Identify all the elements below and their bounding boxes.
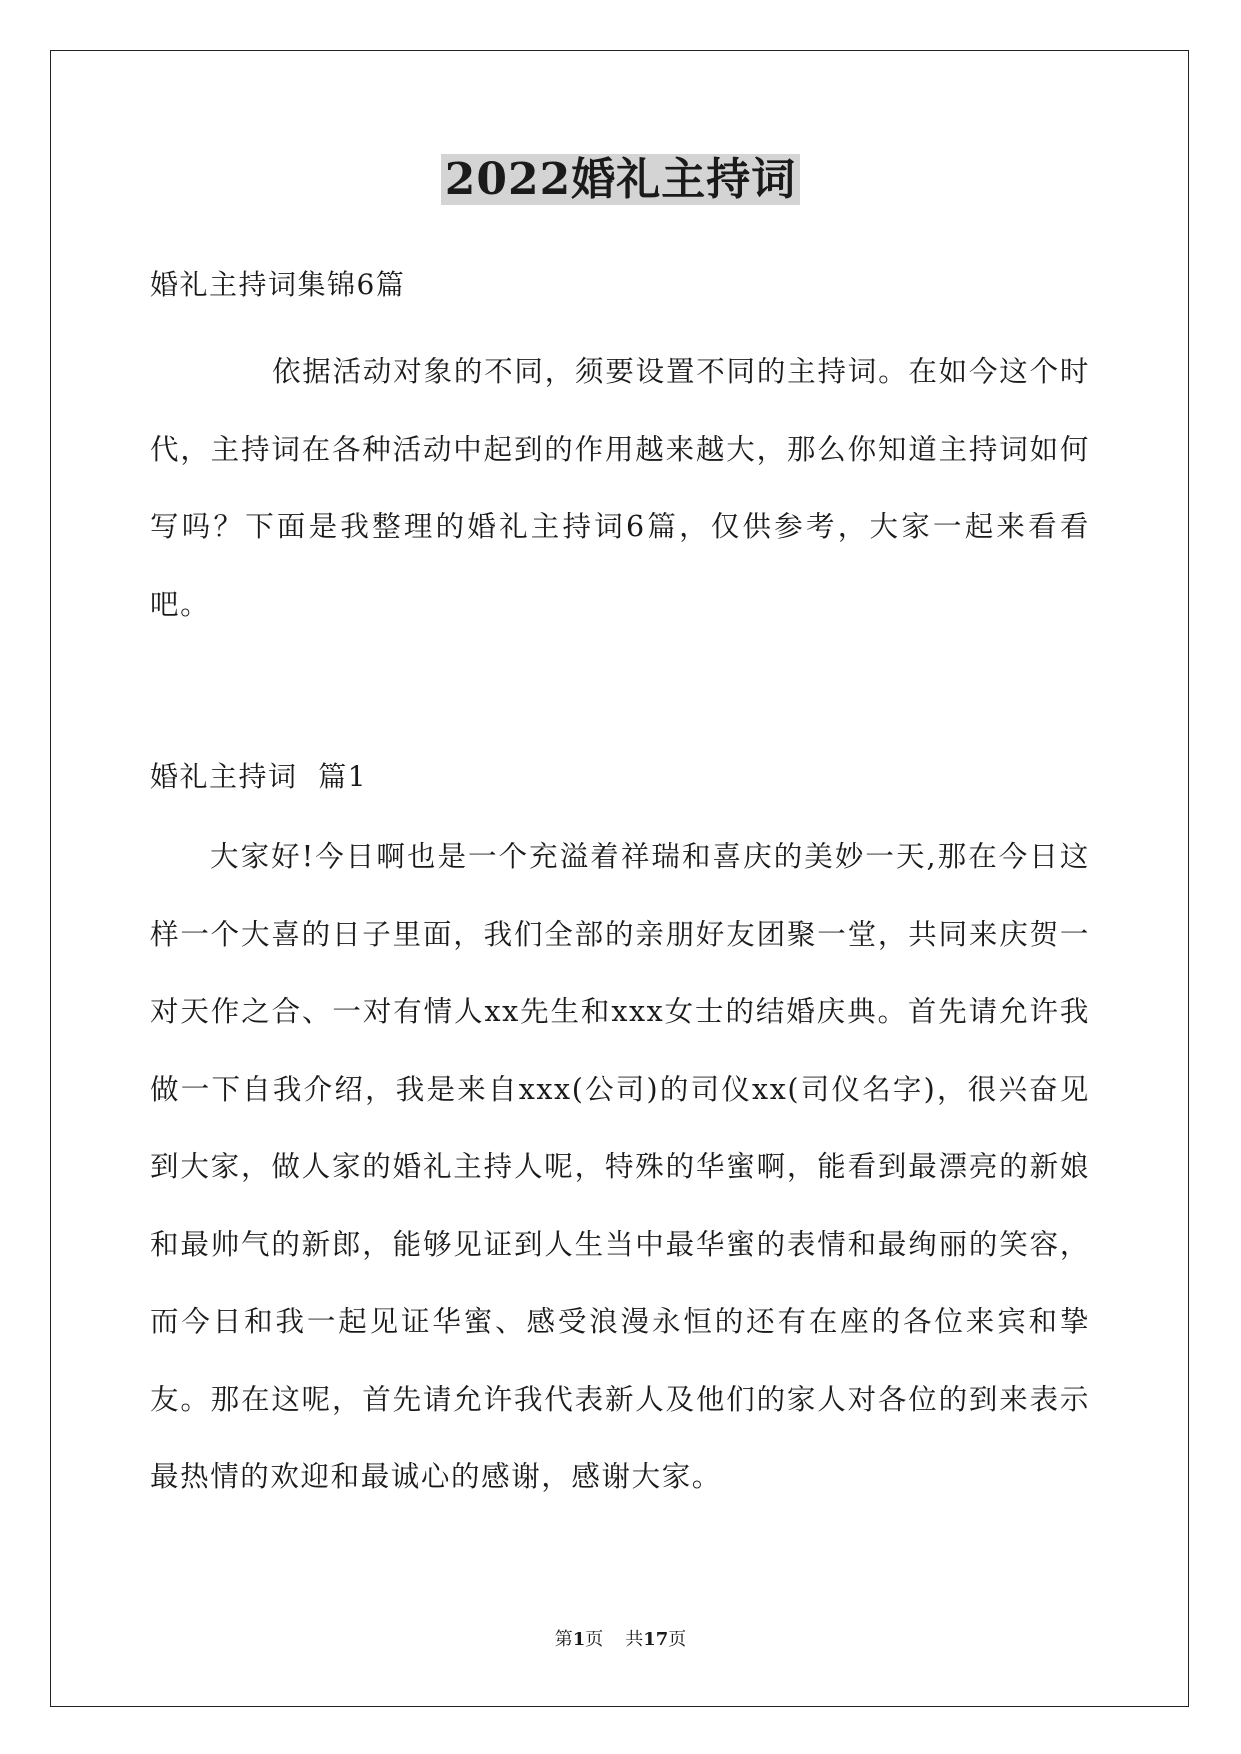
page-prefix: 第 <box>554 1629 573 1650</box>
page-number: 1 <box>572 1629 586 1650</box>
total-pages: 17 <box>643 1629 669 1650</box>
page-suffix: 页 <box>585 1629 604 1650</box>
total-suffix: 页 <box>668 1629 687 1650</box>
document-subtitle: 婚礼主持词集锦6篇 <box>150 268 406 301</box>
document-title <box>0 150 1241 210</box>
page-footer <box>0 1628 1241 1652</box>
section-heading: 婚礼主持词 篇1 <box>150 760 368 793</box>
document-title-text: 2022婚礼主持词 <box>441 154 800 205</box>
total-prefix: 共 <box>625 1629 644 1650</box>
intro-paragraph: 依据活动对象的不同，须要设置不同的主持词。在如今这个时代，主持词在各种活动中起到的作用越来越大，那么你知道主持词如何写吗？下面是我整理的婚礼主持词6篇，仅供参考，大家一起来看看吧。 <box>150 355 1090 621</box>
section-body-paragraph: 大家好!今日啊也是一个充溢着祥瑞和喜庆的美妙一天,那在今日这样一个大喜的日子里面，我们全部的亲朋好友团聚一堂，共同来庆贺一对天作之合、一对有情人xx先生和xxx女士的结婚庆典。首先请允许我做一下自我介绍，我是来自xxx(公司)的司仪xx(司仪名字)，很兴奋见到大家，做人家的婚礼主持人呢，特殊的华蜜啊，能看到最漂亮的新娘和最帅气的新郎，能够见证到人生当中最华蜜的表情和最绚丽的笑容，而今日和我一起见证华蜜、感受浪漫永恒的还有在座的各位来宾和挚友。那在这呢，首先请允许我代表新人及他们的家人对各位的到来表示最热情的欢迎和最诚心的感谢，感谢大家。 <box>150 840 1090 1493</box>
